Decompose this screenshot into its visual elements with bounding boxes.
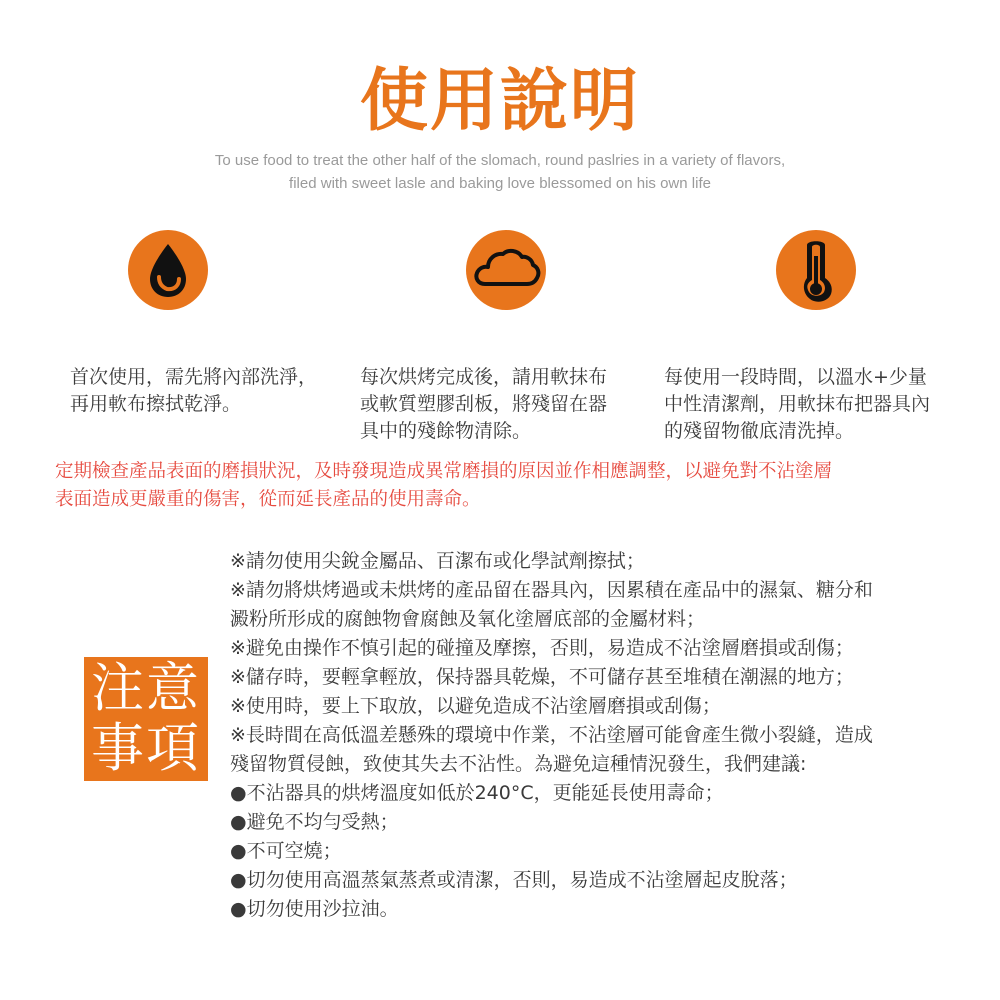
page-title: 使用說明 xyxy=(359,62,640,141)
step-2-line: 具中的殘餘物清除。 xyxy=(360,420,532,442)
water-drop-icon xyxy=(128,230,208,310)
step-2-icon-circle xyxy=(466,230,546,310)
step-3-line: 每使用一段時間，以溫水+少量 xyxy=(664,366,927,388)
notice-item: 澱粉所形成的腐蝕物會腐蝕及氧化塗層底部的金屬材料； xyxy=(230,608,706,630)
subtitle-line-1: To use food to treat the other half of the slomach, round paslries in a variety of flavors, xyxy=(214,152,786,169)
step-2-line: 每次烘烤完成後，請用軟抹布 xyxy=(360,366,608,388)
notice-item: ●不可空燒； xyxy=(230,840,342,862)
notice-item: ●避免不均勻受熱； xyxy=(230,811,399,833)
step-3-icon-circle xyxy=(776,230,856,310)
notice-badge xyxy=(84,657,208,781)
step-1-text xyxy=(70,364,317,418)
step-1-icon-circle xyxy=(128,230,208,310)
step-1-line: 再用軟布擦拭乾淨。 xyxy=(70,393,242,415)
subtitle-line-2: filed with sweet lasle and baking love blessomed on his own life xyxy=(289,175,711,192)
thermometer-icon xyxy=(776,230,856,310)
step-3-line: 中性清潔劑，用軟抹布把器具內 xyxy=(664,393,931,415)
notice-item: ※長時間在高低溫差懸殊的環境中作業，不沾塗層可能會產生微小裂縫，造成 xyxy=(230,724,873,746)
notice-item: ※儲存時，要輕拿輕放，保持器具乾燥，不可儲存甚至堆積在潮濕的地方； xyxy=(230,666,854,688)
notice-badge-line: 注意 xyxy=(91,658,201,719)
notice-item: ※避免由操作不慎引起的碰撞及摩擦，否則，易造成不沾塗層磨損或刮傷； xyxy=(230,637,854,659)
notice-item: ●切勿使用高溫蒸氣蒸煮或清潔，否則，易造成不沾塗層起皮脫落； xyxy=(230,869,798,891)
warning-line: 表面造成更嚴重的傷害，從而延長產品的使用壽命。 xyxy=(55,489,481,510)
notice-item: 殘留物質侵蝕，致使其失去不沾性。為避免這種情況發生，我們建議: xyxy=(230,753,807,775)
warning-line: 定期檢查產品表面的磨損狀況，及時發現造成異常磨損的原因並作相應調整，以避免對不沾塗層 xyxy=(55,461,833,482)
notice-badge-line: 事項 xyxy=(91,718,201,779)
notice-item: ●切勿使用沙拉油。 xyxy=(230,898,399,920)
notice-item: ●不沾器具的烘烤溫度如低於240°C，更能延長使用壽命； xyxy=(230,782,724,804)
cloud-icon xyxy=(466,230,546,310)
notice-list xyxy=(230,547,970,924)
step-2-line: 或軟質塑膠刮板，將殘留在器 xyxy=(360,393,608,415)
notice-item: ※請勿將烘烤過或未烘烤的產品留在器具內，因累積在產品中的濕氣、糖分和 xyxy=(230,579,873,601)
notice-item: ※請勿使用尖銳金屬品、百潔布或化學試劑擦拭； xyxy=(230,550,645,572)
maintenance-warning xyxy=(55,458,965,514)
step-3-text xyxy=(664,364,930,445)
notice-item: ※使用時，要上下取放，以避免造成不沾塗層磨損或刮傷； xyxy=(230,695,721,717)
step-3-line: 的殘留物徹底清洗掉。 xyxy=(664,420,855,442)
step-2-text xyxy=(360,364,607,445)
step-1-line: 首次使用，需先將內部洗淨， xyxy=(70,366,318,388)
